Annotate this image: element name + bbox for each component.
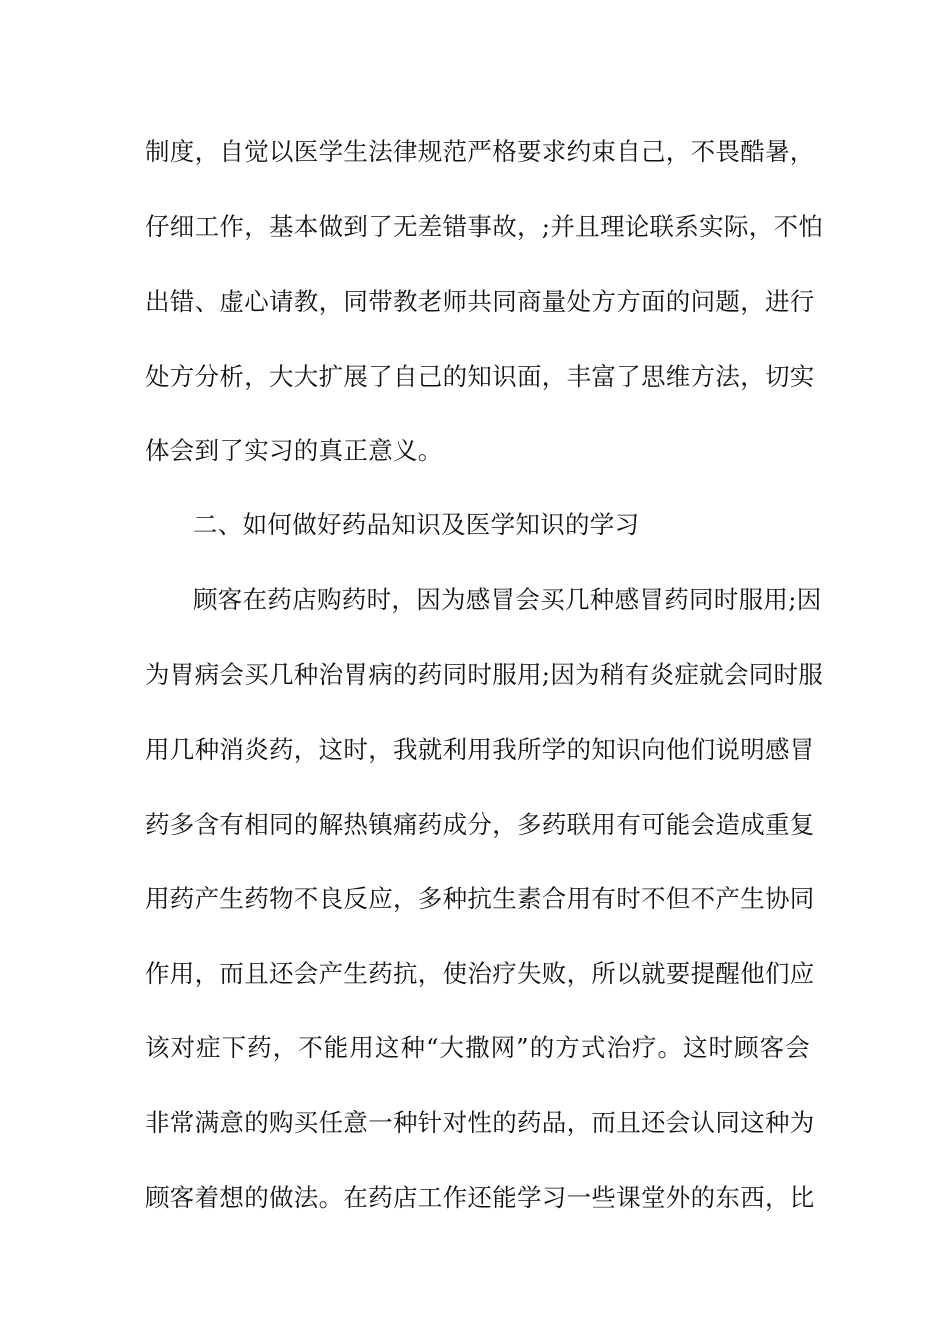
text-line: 该对症下药，不能用这种“大撒网”的方式治疗。这时顾客会 xyxy=(145,1033,810,1062)
section-heading: 二、如何做好药品知识及医学知识的学习 xyxy=(193,510,640,539)
text-line: 处方分析，大大扩展了自己的知识面，丰富了思维方法，切实 xyxy=(145,362,815,391)
text-line: 体会到了实习的真正意义。 xyxy=(145,436,443,465)
text-line: 顾客着想的做法。在药店工作还能学习一些课堂外的东西，比 xyxy=(145,1183,815,1212)
text-line: 用几种消炎药，这时，我就利用我所学的知识向他们说明感冒 xyxy=(145,735,815,764)
text-line: 为胃病会买几种治胃病的药同时服用;因为稍有炎症就会同时服 xyxy=(145,660,824,689)
text-line: 作用，而且还会产生药抗，使治疗失败，所以就要提醒他们应 xyxy=(145,959,815,988)
text-line: 制度，自觉以医学生法律规范严格要求约束自己，不畏酷暑， xyxy=(145,137,815,166)
text-line: 顾客在药店购药时，因为感冒会买几种感冒药同时服用;因 xyxy=(193,585,822,614)
text-line: 非常满意的购买任意一种针对性的药品，而且还会认同这种为 xyxy=(145,1108,815,1137)
text-line: 出错、虚心请教，同带教老师共同商量处方方面的问题，进行 xyxy=(145,287,815,316)
text-line: 药多含有相同的解热镇痛药成分，多药联用有可能会造成重复 xyxy=(145,810,815,839)
text-line: 用药产生药物不良反应，多种抗生素合用有时不但不产生协同 xyxy=(145,884,815,913)
text-line: 仔细工作，基本做到了无差错事故，;并且理论联系实际，不怕 xyxy=(145,212,824,241)
